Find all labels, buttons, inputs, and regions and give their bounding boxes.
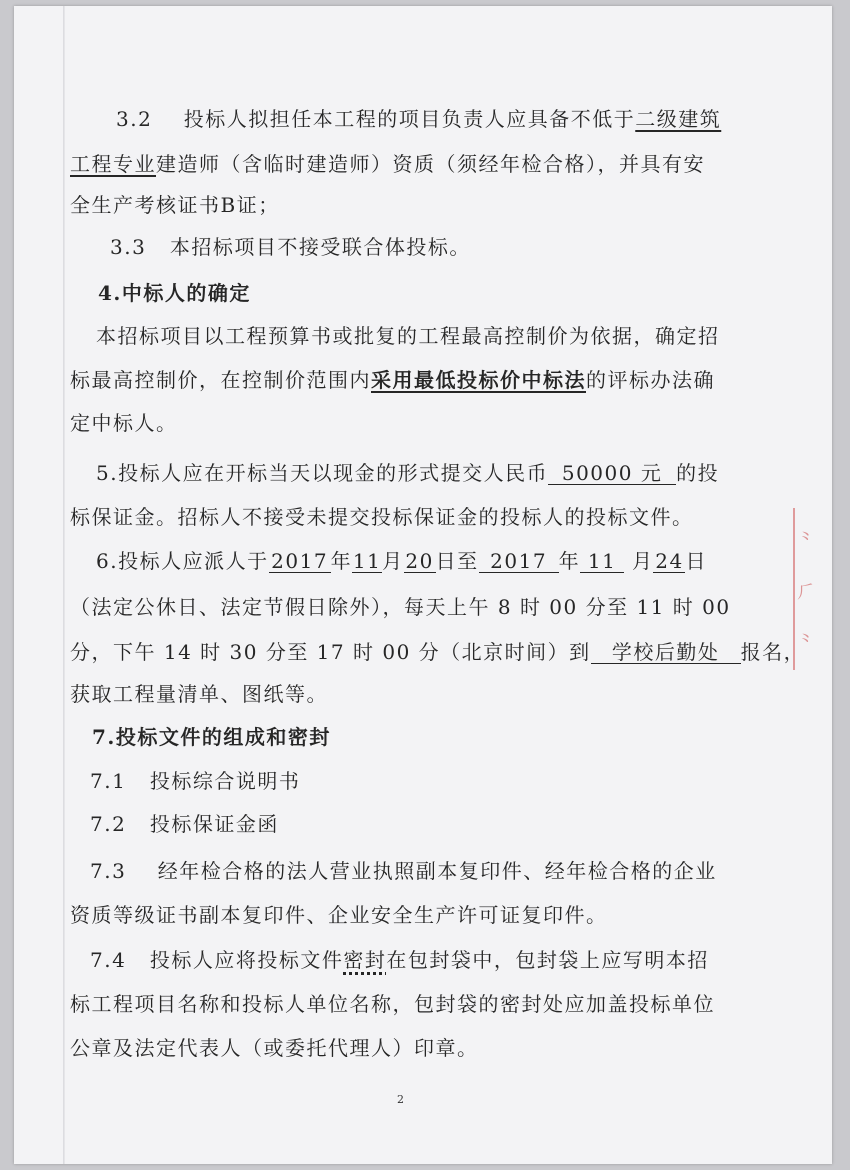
- clause-7-3-line-2: 资质等级证书副本复印件、企业安全生产许可证复印件。: [70, 903, 608, 927]
- clause-7-3-line-1: 7.3 经年检合格的法人营业执照副本复印件、经年检合格的企业: [90, 859, 717, 883]
- clause-3-2-line-2: 工程专业建造师（含临时建造师）资质（须经年检合格），并具有安: [70, 152, 705, 176]
- clause-number: 3.2: [116, 107, 153, 131]
- end-day: 24: [655, 549, 684, 573]
- clause-7-4-line-1: 7.4 投标人应将投标文件密封在包封袋中，包封袋上应写明本招: [90, 948, 709, 972]
- clause-number: 3.3: [110, 235, 147, 259]
- clause-3-2-line-3: 全生产考核证书B证；: [70, 193, 280, 217]
- clause-7-1: 7.1 投标综合说明书: [90, 769, 301, 793]
- registration-place: 学校后勤处: [591, 641, 741, 664]
- start-year: 2017: [269, 550, 331, 573]
- section-6-line-3: 分，下午 14 时 30 分至 17 时 00 分（北京时间）到 学校后勤处 报名，: [70, 640, 806, 664]
- section-5-line-1: 5.投标人应在开标当天以现金的形式提交人民币 50000 元 的投: [96, 461, 720, 485]
- end-year: 2017: [479, 550, 559, 573]
- start-day: 20: [405, 549, 434, 573]
- clause-7-4-line-3: 公章及法定代表人（或委托代理人）印章。: [70, 1036, 479, 1060]
- clause-7-4-line-2: 标工程项目名称和投标人单位名称，包封袋的密封处应加盖投标单位: [70, 992, 715, 1016]
- start-month: 11: [352, 549, 382, 573]
- clause-7-2: 7.2 投标保证金函: [90, 812, 279, 836]
- section-4-line-1: 本招标项目以工程预算书或批复的工程最高控制价为依据，确定招: [96, 324, 720, 348]
- section-7-heading: 7.投标文件的组成和密封: [92, 725, 331, 749]
- clause-3-2-line-1: 3.2 投标人拟担任本工程的项目负责人应具备不低于二级建筑: [116, 107, 722, 131]
- section-6-line-2: （法定公休日、法定节假日除外），每天上午 8 时 00 分至 11 时 00: [70, 595, 731, 619]
- red-seal-stamp-edge: ⺀ ⺁ ⺀: [793, 508, 817, 670]
- evaluation-method: 采用最低投标价中标法: [371, 368, 586, 392]
- underlined-qualification: 二级建筑: [635, 107, 722, 131]
- clause-number: 7.1: [90, 769, 127, 793]
- document-page: [14, 6, 832, 1164]
- clause-number: 7.3: [90, 859, 127, 883]
- section-4-line-2: 标最高控制价，在控制价范围内采用最低投标价中标法的评标办法确: [70, 368, 715, 392]
- section-6-line-4: 获取工程量清单、图纸等。: [70, 682, 328, 706]
- deposit-amount: 50000 元: [548, 462, 676, 485]
- section-6-line-1: 6.投标人应派人于 2017 年11月20日至 2017 年 11 月24日: [96, 549, 707, 573]
- section-4-line-3: 定中标人。: [70, 411, 178, 435]
- clause-number: 7.4: [90, 948, 127, 972]
- section-5-line-2: 标保证金。招标人不接受未提交投标保证金的投标人的投标文件。: [70, 505, 694, 529]
- page-number: 2: [397, 1093, 404, 1106]
- clause-number: 7.2: [90, 812, 127, 836]
- emphasized-word: 密封: [343, 948, 387, 972]
- end-month: 11: [580, 550, 624, 573]
- clause-3-3: 3.3 本招标项目不接受联合体投标。: [110, 235, 471, 259]
- section-4-heading: 4.中标人的确定: [98, 281, 251, 305]
- page-fold-line: [63, 6, 65, 1164]
